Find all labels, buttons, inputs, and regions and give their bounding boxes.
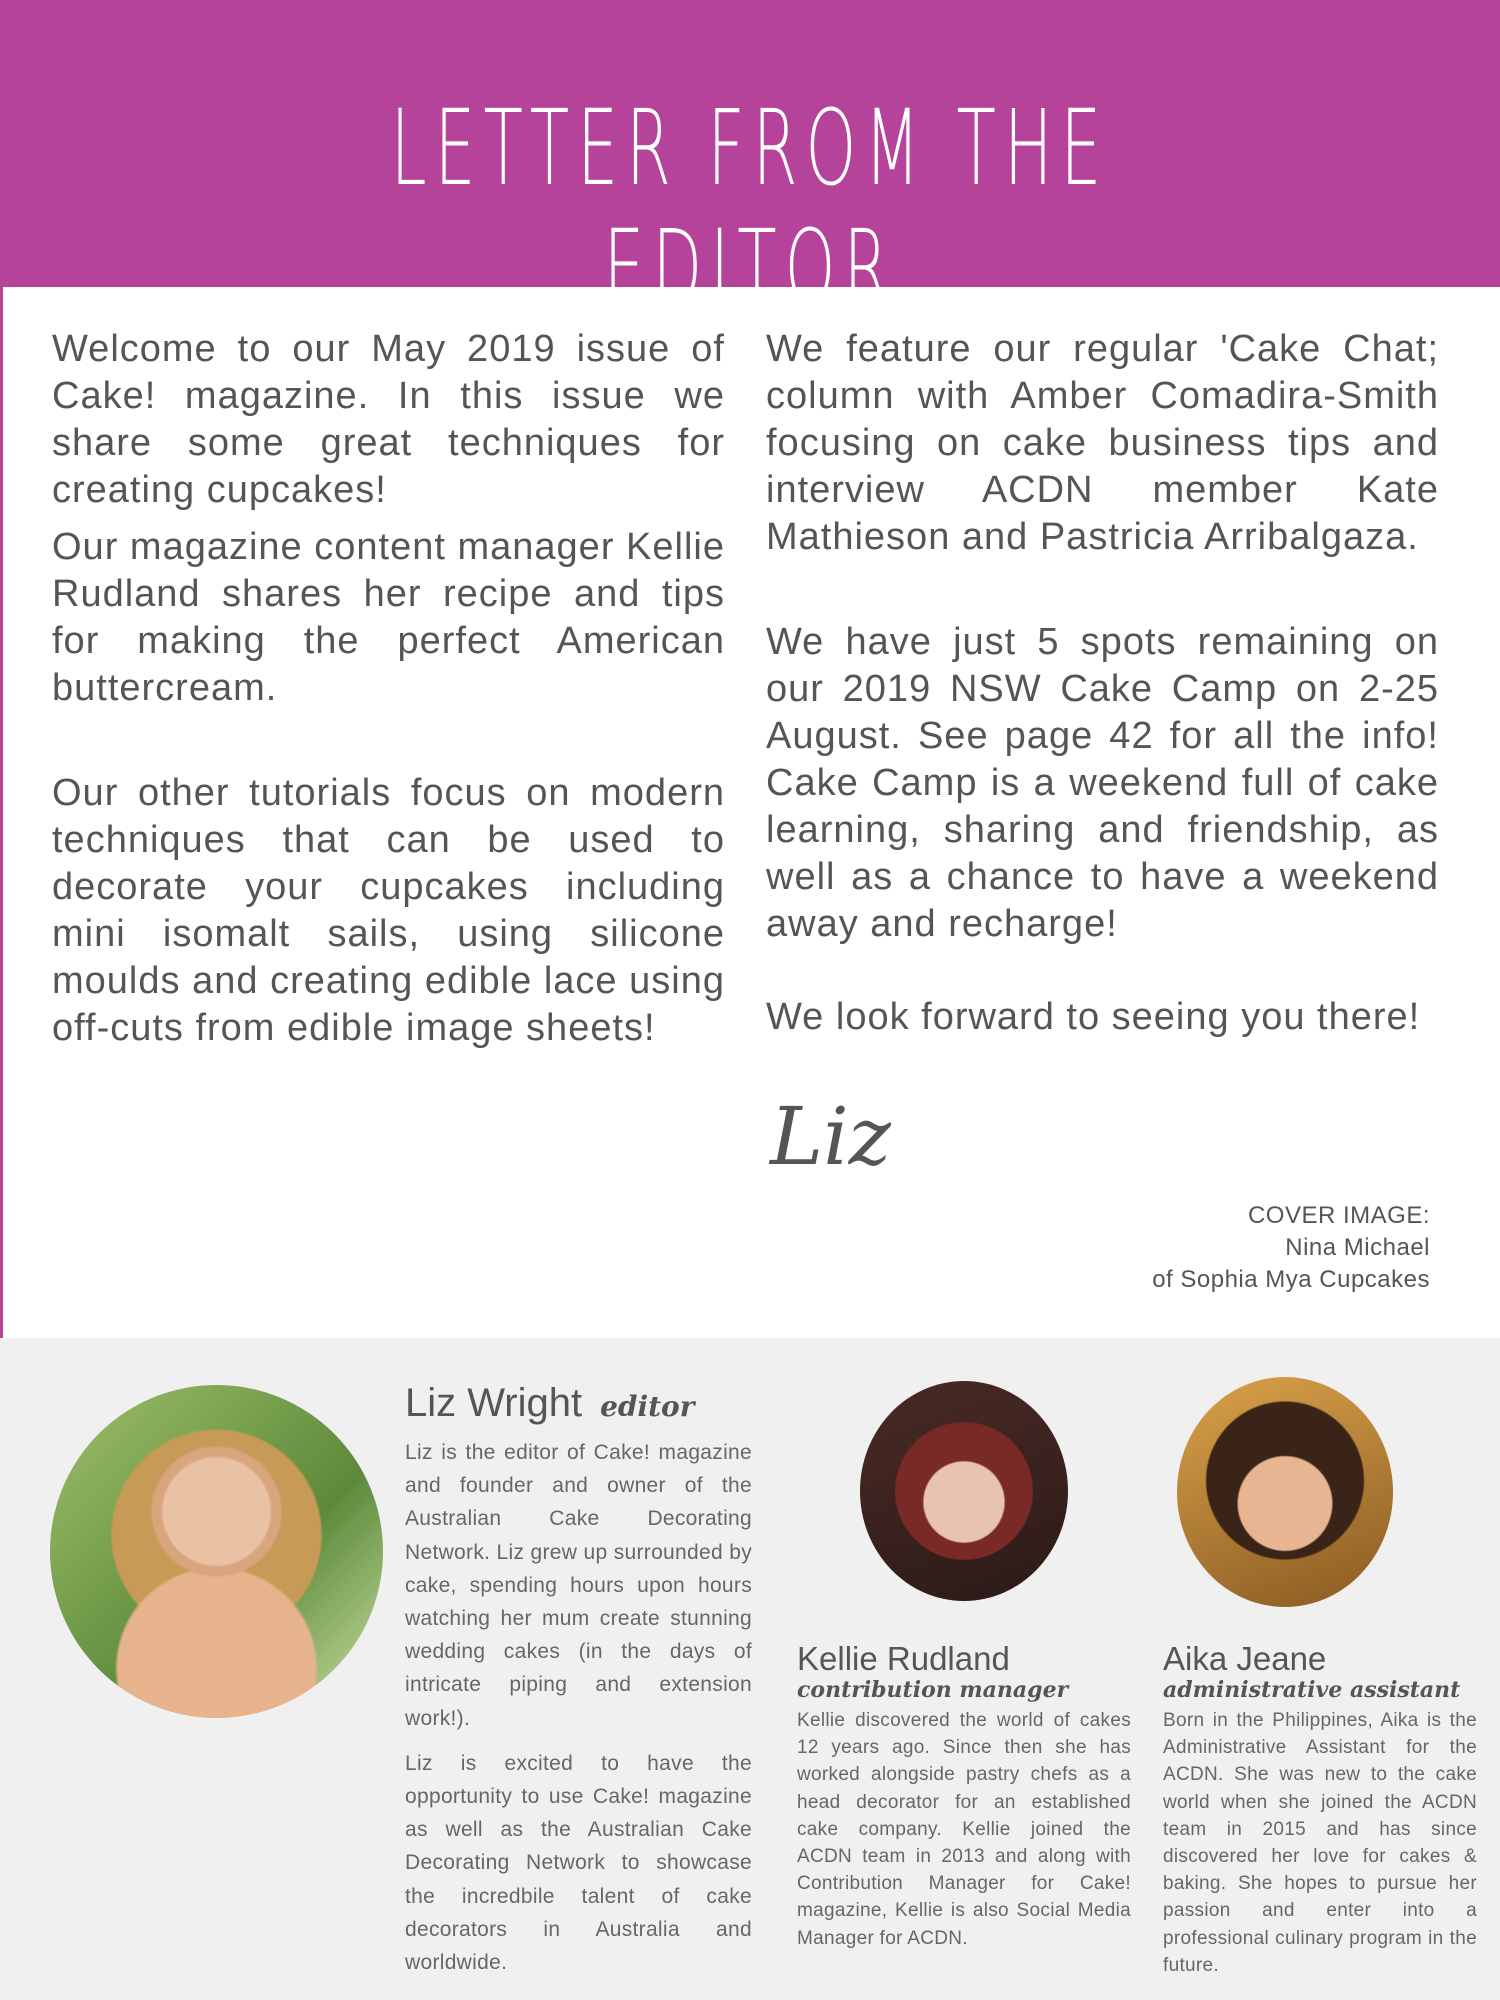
kellie-bio [797,1707,1131,1952]
letter-paragraph: We feature our regular 'Cake Chat; column with Amber Comadira-Smith focusing on cake business tips and interview ACDN member Kate Mathieson and Pastricia Arribalgaza. [766,328,1439,558]
aika-role: administrative assistant [1163,1677,1461,1703]
letter-paragraph: We look forward to seeing you there! [766,996,1421,1038]
cover-credit-label: COVER IMAGE: [1247,1202,1430,1229]
aika-name: Aika Jeane [1163,1640,1327,1677]
letter-paragraph: We have just 5 spots remaining on our 2019 NSW Cake Camp on 2-25 August. See page 42 for all the info! Cake Camp is a weekend full of cake learning, sharing and friendship, as well as a chance to have a weekend away and recharge! [766,621,1439,945]
liz-bio [405,1436,752,1979]
letter-paragraph: Our magazine content manager Kellie Rudland shares her recipe and tips for making the perfect American buttercream. [52,526,725,709]
accent-strip [0,287,3,1437]
header-banner [0,0,1500,329]
letter-paragraph: Welcome to our May 2019 issue of Cake! magazine. In this issue we share some great techniques for creating cupcakes! [52,328,725,511]
letter-left-column [52,326,725,1052]
cover-credit [1152,1200,1430,1296]
liz-avatar [50,1385,383,1718]
kellie-avatar [860,1381,1068,1601]
liz-role: editor [600,1390,695,1423]
editor-signature: Liz [770,1090,891,1183]
liz-name: Liz Wright [405,1381,583,1425]
kellie-name: Kellie Rudland [797,1640,1010,1677]
liz-bio-paragraph: Liz is excited to have the opportunity to use Cake! magazine as well as the Australian Cake Decorating Network to showcase the incredbile talent of cake decorators in Australia and worldwide. [405,1751,752,1975]
kellie-bio-paragraph: Kellie discovered the world of cakes 12 years ago. Since then she has worked alongside pastry chefs as a head decorator for an established cake company. Kellie joined the ACDN team in 2013 and along with Contribution Manager for Cake! magazine, Kellie is also Social Media Manager for ACDN. [797,1710,1131,1949]
aika-bio [1163,1707,1477,1979]
aika-avatar [1177,1377,1393,1607]
cover-credit-business: of Sophia Mya Cupcakes [1152,1266,1430,1293]
letter-paragraph: Our other tutorials focus on modern techniques that can be used to decorate your cupcakes including mini isomalt sails, using silicone moulds and creating edible lace using off-cuts from edible image sheets! [52,772,725,1049]
liz-name-heading [405,1381,694,1426]
cover-credit-name: Nina Michael [1285,1234,1430,1261]
kellie-role: contribution manager [797,1677,1069,1703]
page-title: LETTER FROM THE EDITOR [390,87,1110,329]
letter-right-column [766,326,1439,1041]
aika-bio-paragraph: Born in the Philippines, Aika is the Administrative Assistant for the ACDN. She was new to the cake world when she joined the ACDN team in 2015 and has since discovered her love for cakes & baking. She hopes to pursue her passion and enter into a professional culinary program in the future. [1163,1710,1477,1976]
liz-bio-paragraph: Liz is the editor of Cake! magazine and founder and owner of the Australian Cake Decorating Network. Liz grew up surrounded by cake, spending hours upon hours watching her mum create stunning wedding cakes (in the days of intricate piping and extension work!). [405,1441,752,1730]
